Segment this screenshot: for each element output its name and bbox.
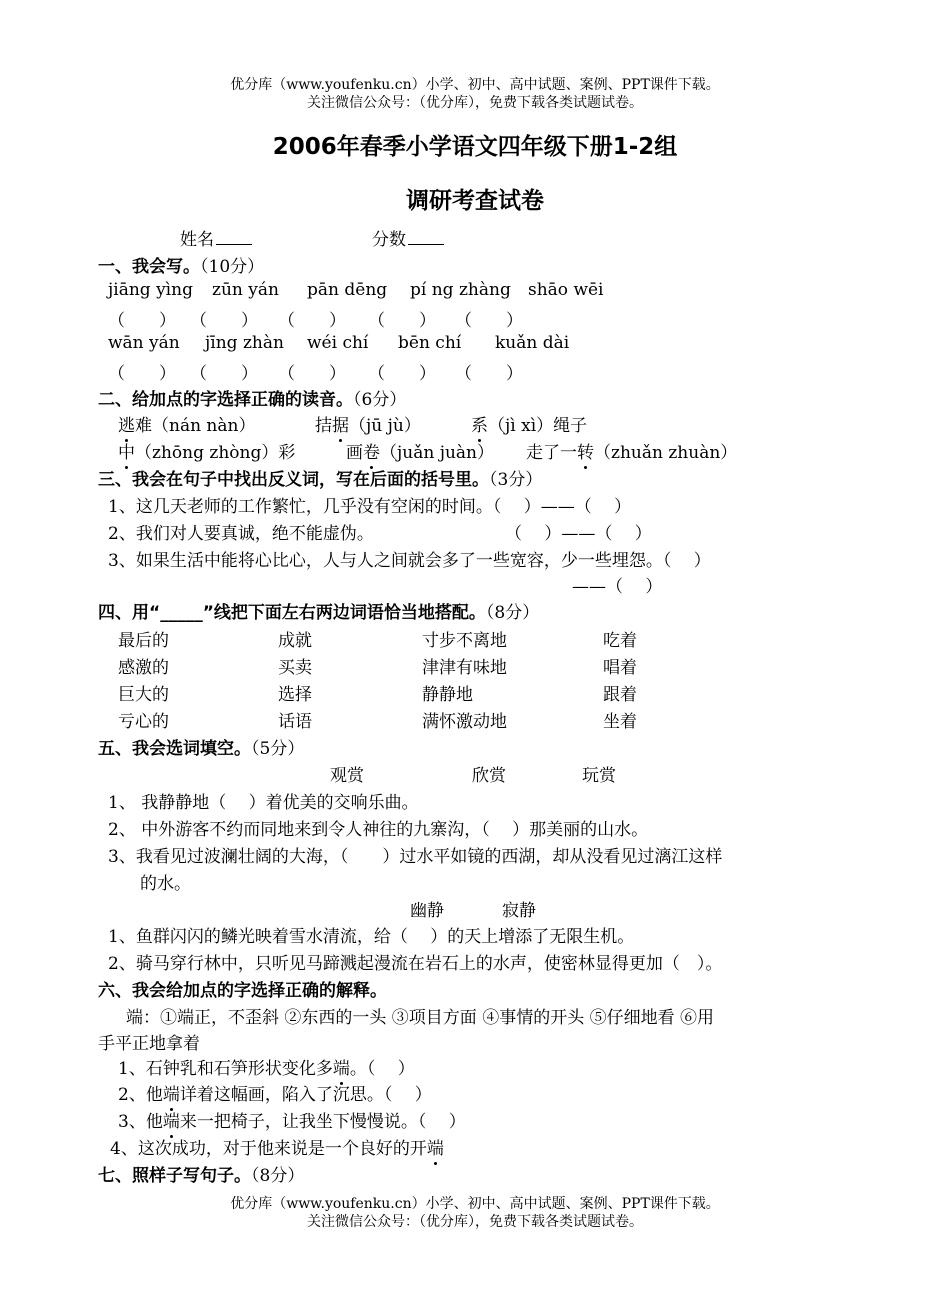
section-1-points: （10分） [200, 257, 265, 277]
fill-question-cont: 的水。 [140, 874, 191, 894]
fill-question: 2、骑马穿行林中，只听见马蹄溅起漫流在岩石上的水声，使密林显得更加（ ）。 [108, 954, 723, 974]
match-word[interactable]: 吃着 [603, 631, 637, 651]
section-7-points: （8分） [251, 1166, 305, 1186]
section-5-heading [98, 734, 304, 759]
match-word[interactable]: 亏心的 [118, 712, 169, 732]
fill-question: 2、 中外游客不约而同地来到令人神往的九寨沟，（ ）那美丽的山水。 [108, 820, 649, 840]
fill-question: 3、我看见过波澜壮阔的大海，（ ）过水平如镜的西湖，却从没看见过漓江这样 [108, 847, 723, 867]
dotted-char: 转 [577, 438, 594, 463]
reading-item: 逃难（nán nàn） [118, 411, 255, 436]
section-4-points: （8分） [485, 603, 540, 623]
dotted-char: 中 [118, 438, 135, 463]
name-label: 姓名 [180, 230, 214, 250]
section-5-title: 五、我会选词填空。 [98, 739, 251, 759]
dotted-char: 端 [163, 1080, 180, 1105]
name-blank[interactable] [216, 243, 252, 245]
dotted-char: 端 [333, 1054, 350, 1079]
page-subtitle: 调研考查试卷 [406, 188, 544, 214]
match-word[interactable]: 跟着 [603, 685, 637, 705]
section-7-title: 七、照样子写句子。 [98, 1166, 251, 1186]
pinyin-3: pān dēng [307, 280, 388, 300]
answer-box[interactable]: （ ） [108, 364, 176, 384]
meaning-question: 4、这次成功，对于他来说是一个良好的开端 [110, 1134, 444, 1159]
answer-box[interactable]: （ ） [278, 364, 346, 384]
dotted-char: 端 [427, 1134, 444, 1159]
match-word[interactable]: 津津有味地 [422, 658, 507, 678]
dotted-char: 系 [471, 411, 488, 436]
dotted-char: 据 [332, 411, 349, 436]
match-word[interactable]: 坐着 [603, 712, 637, 732]
answer-3-2[interactable]: （ ）——（ ） [505, 524, 652, 544]
answer-box[interactable]: （ ） [190, 311, 258, 331]
word-choice: 欣赏 [472, 766, 506, 786]
section-3-title: 三、我会在句子中找出反义词，写在后面的括号里。 [98, 470, 489, 490]
answer-box[interactable]: （ ） [190, 364, 258, 384]
word-choice: 观赏 [330, 766, 364, 786]
score-label: 分数 [372, 230, 406, 250]
section-3-points: （3分） [489, 470, 543, 490]
fill-question: 1、 我静静地（ ）着优美的交响乐曲。 [108, 793, 419, 813]
match-word[interactable]: 巨大的 [118, 685, 169, 705]
pinyin-7: jīng zhàn [205, 333, 284, 353]
name-field[interactable] [180, 225, 252, 250]
pinyin-10: kuǎn dài [495, 333, 570, 353]
section-7-heading [98, 1161, 304, 1186]
dotted-char: 卷 [363, 438, 380, 463]
header-line-2: 关注微信公众号：（优分库），免费下载各类试题试卷。 [307, 95, 643, 111]
word-choice: 寂静 [502, 901, 536, 921]
word-choice: 玩赏 [582, 766, 616, 786]
section-4-heading: 四、用“_____”线把下面左右两边词语恰当地搭配。（8分） [98, 603, 540, 623]
fill-question: 1、鱼群闪闪的鳞光映着雪水清流，给（ ）的天上增添了无限生机。 [108, 927, 635, 947]
pinyin-9: bēn chí [398, 333, 462, 353]
match-word[interactable]: 唱着 [603, 658, 637, 678]
answer-box[interactable]: （ ） [455, 364, 523, 384]
answer-box[interactable]: （ ） [368, 364, 436, 384]
match-word[interactable]: 买卖 [278, 658, 312, 678]
section-1-heading [98, 252, 264, 277]
reading-item: 系（jì xì）绳子 [471, 411, 587, 436]
section-5-points: （5分） [251, 739, 305, 759]
match-word[interactable]: 最后的 [118, 631, 169, 651]
answer-box[interactable]: （ ） [278, 311, 346, 331]
meaning-question: 3、他端来一把椅子，让我坐下慢慢说。（ ） [118, 1107, 466, 1132]
answer-3-3[interactable]: ——（ ） [572, 577, 663, 597]
definition-line-2: 手平正地拿着 [98, 1034, 200, 1054]
pinyin-1: jiāng yìng [108, 280, 193, 300]
question-3-3: 3、如果生活中能将心比心，人与人之间就会多了一些宽容，少一些埋怨。（ ） [108, 551, 711, 571]
definition-line-1: 端：①端正，不歪斜 ②东西的一头 ③项目方面 ④事情的开头 ⑤仔细地看 ⑥用 [126, 1008, 715, 1028]
dotted-char: 逃 [118, 411, 135, 436]
score-field[interactable] [372, 225, 444, 250]
meaning-question: 2、他端详着这幅画，陷入了沉思。（ ） [118, 1080, 432, 1105]
pinyin-2: zūn yán [212, 280, 279, 300]
question-3-1: 1、这几天老师的工作繁忙，几乎没有空闲的时间。（ ）——（ ） [108, 497, 632, 517]
word-choice: 幽静 [410, 901, 444, 921]
pinyin-5: shāo wēi [528, 280, 604, 300]
reading-item: 走了一转（zhuǎn zhuàn） [526, 438, 737, 463]
section-2-title: 二、给加点的字选择正确的读音。 [98, 390, 353, 410]
pinyin-8: wéi chí [307, 333, 369, 353]
line-sample: _____ [160, 603, 203, 623]
footer-line-2: 关注微信公众号：（优分库），免费下载各类试题试卷。 [307, 1214, 643, 1230]
answer-box[interactable]: （ ） [108, 311, 176, 331]
score-blank[interactable] [408, 243, 444, 245]
match-word[interactable]: 成就 [278, 631, 312, 651]
section-2-points: （6分） [353, 390, 407, 410]
header-line-1: 优分库（www.youfenku.cn）小学、初中、高中试题、案例、PPT课件下载。 [230, 77, 720, 93]
section-6-heading: 六、我会给加点的字选择正确的解释。 [98, 981, 387, 1001]
section-1-title: 一、我会写。 [98, 257, 200, 277]
match-word[interactable]: 话语 [278, 712, 312, 732]
match-word[interactable]: 寸步不离地 [422, 631, 507, 651]
page-title: 2006年春季小学语文四年级下册1-2组 [272, 134, 678, 160]
pinyin-4: pí ng zhàng [410, 280, 511, 300]
answer-box[interactable]: （ ） [368, 311, 436, 331]
section-3-heading [98, 465, 542, 490]
reading-item: 拮据（jū jù） [315, 411, 421, 436]
match-word[interactable]: 感激的 [118, 658, 169, 678]
reading-item: 中（zhōng zhòng）彩 [118, 438, 295, 463]
section-2-heading [98, 385, 406, 410]
match-word[interactable]: 满怀激动地 [422, 712, 507, 732]
answer-box[interactable]: （ ） [455, 311, 523, 331]
match-word[interactable]: 选择 [278, 685, 312, 705]
footer-line-1: 优分库（www.youfenku.cn）小学、初中、高中试题、案例、PPT课件下载。 [230, 1196, 720, 1212]
dotted-char: 端 [163, 1107, 180, 1132]
meaning-question: 1、石钟乳和石笋形状变化多端。（ ） [118, 1054, 415, 1079]
pinyin-6: wān yán [108, 333, 180, 353]
match-word[interactable]: 静静地 [422, 685, 473, 705]
reading-item: 画卷（juǎn juàn） [346, 438, 494, 463]
question-3-2: 2、我们对人要真诚，绝不能虚伪。 [108, 524, 374, 544]
